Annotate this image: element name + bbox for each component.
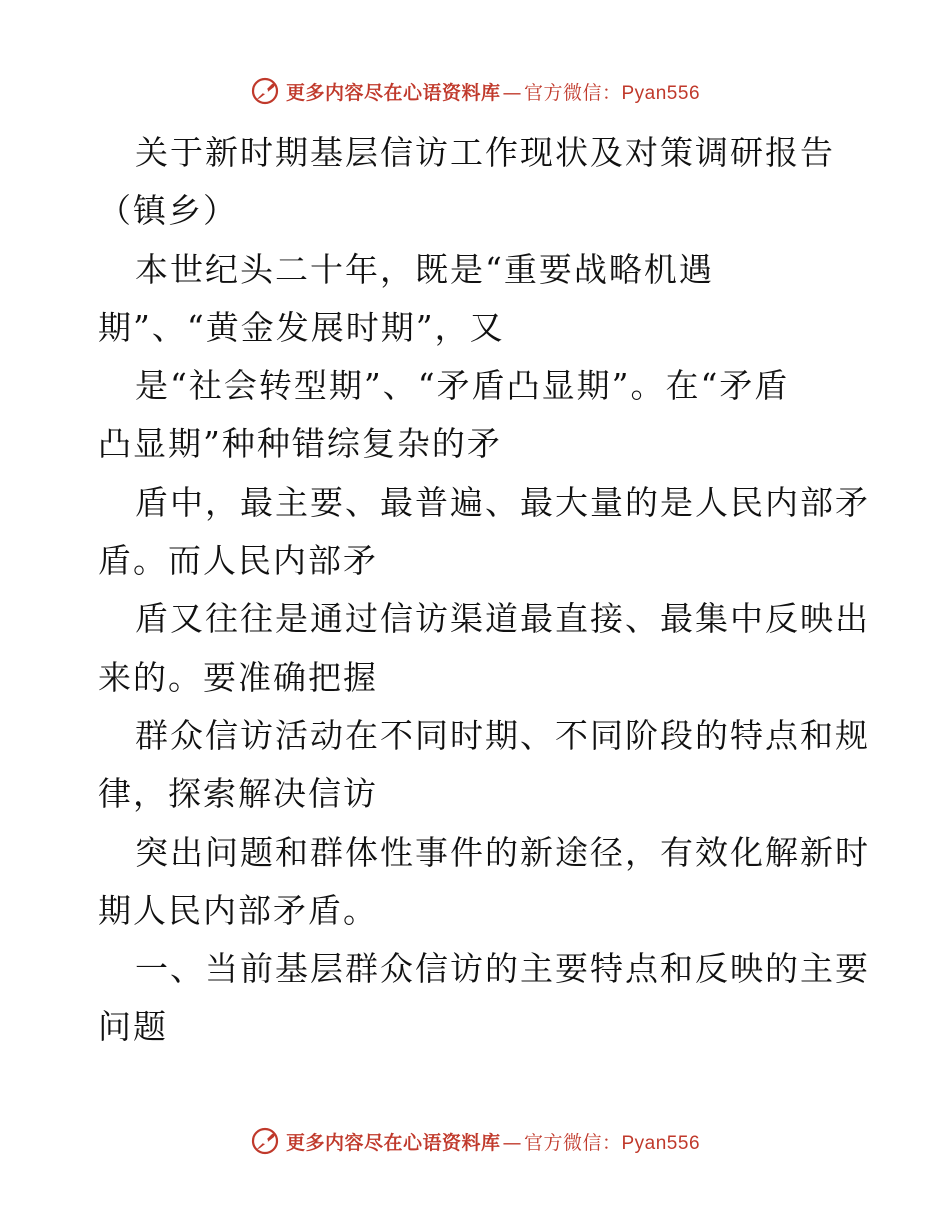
banner-dash: — xyxy=(502,1131,522,1154)
text-line: 凸显期”种种错综复杂的矛 xyxy=(98,424,502,464)
section-heading: 一、当前基层群众信访的主要特点和反映的主要 xyxy=(135,949,870,989)
banner-dash: — xyxy=(502,81,522,104)
text-line: 盾。而人民内部矛 xyxy=(98,541,378,581)
text-line: 群众信访活动在不同时期、不同阶段的特点和规 xyxy=(135,715,870,755)
banner-text xyxy=(286,1128,700,1155)
text-line: 期人民内部矛盾。 xyxy=(98,890,378,930)
footer-banner xyxy=(0,1121,950,1161)
quill-logo-icon xyxy=(250,76,280,106)
text-line: 本世纪头二十年，既是“重要战略机遇 xyxy=(135,249,714,289)
banner-wechat-label: 官方微信： xyxy=(523,81,622,104)
banner-wechat-label: 官方微信： xyxy=(523,1131,622,1154)
text-line: 来的。要准确把握 xyxy=(98,657,378,697)
text-line: 是“社会转型期”、“矛盾凸显期”。在“矛盾 xyxy=(135,366,790,406)
banner-wechat-id: Pyan556 xyxy=(621,1132,701,1154)
document-subtitle: （镇乡） xyxy=(98,191,238,231)
section-heading-cont: 问题 xyxy=(98,1007,168,1047)
banner-text xyxy=(286,78,700,105)
text-line: 盾又往往是通过信访渠道最直接、最集中反映出 xyxy=(135,599,870,639)
banner-prefix: 更多内容尽在心语资料库 xyxy=(285,81,501,104)
document-title: 关于新时期基层信访工作现状及对策调研报告 xyxy=(135,133,835,172)
text-line: 律，探索解决信访 xyxy=(98,774,378,814)
header-banner xyxy=(0,71,950,111)
document-body xyxy=(98,124,870,1057)
quill-logo-icon xyxy=(250,1126,280,1156)
text-line: 突出问题和群体性事件的新途径，有效化解新时 xyxy=(135,832,870,872)
text-line: 盾中，最主要、最普遍、最大量的是人民内部矛 xyxy=(135,482,870,522)
banner-wechat-id: Pyan556 xyxy=(621,82,701,104)
text-line: 期”、“黄金发展时期”，又 xyxy=(98,307,505,347)
banner-prefix: 更多内容尽在心语资料库 xyxy=(285,1131,501,1154)
